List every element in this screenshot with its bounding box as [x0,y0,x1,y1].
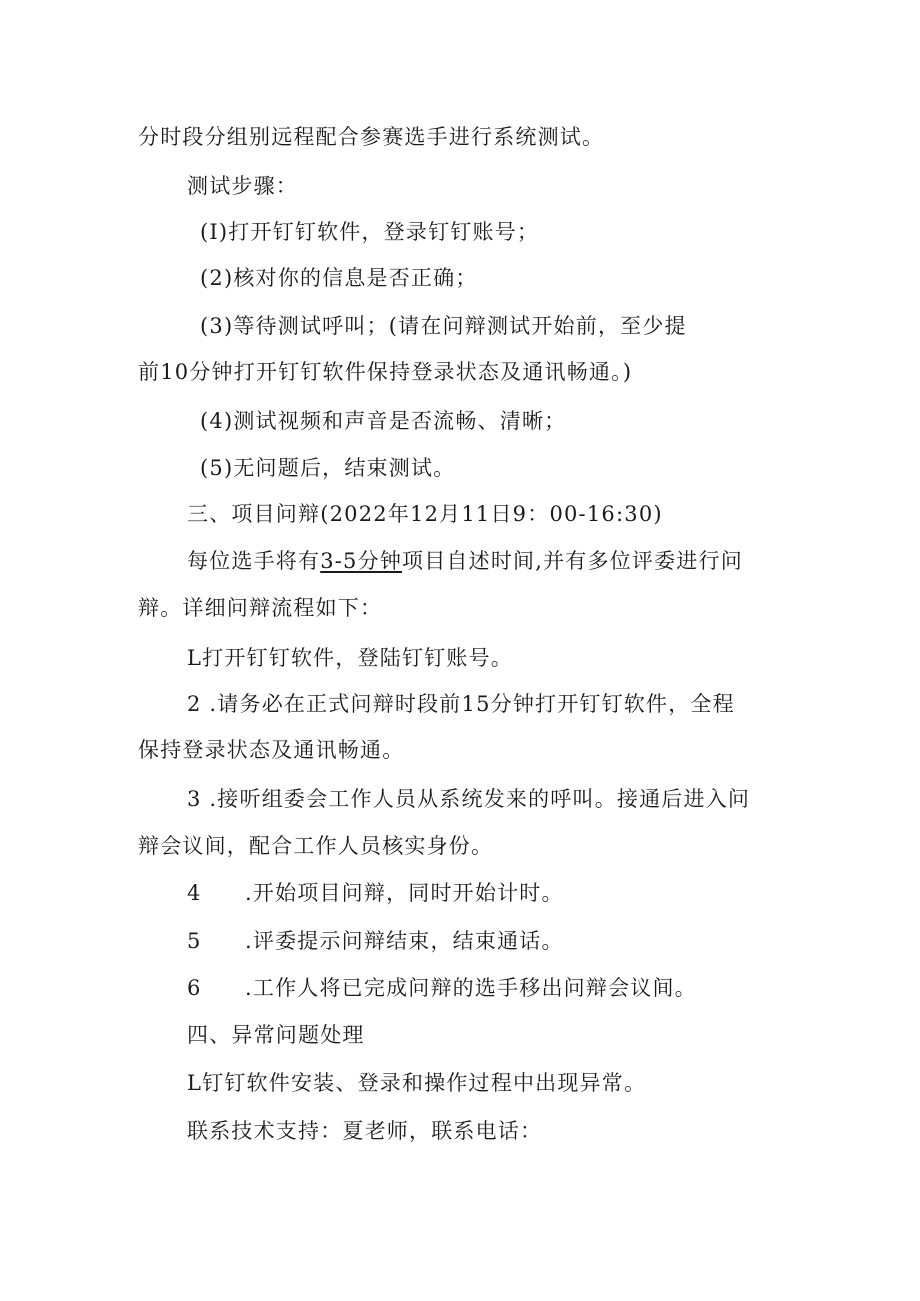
test-step-5: (5)无问题后，结束测试。 [200,456,456,480]
procedure-item-6-text: .工作人将已完成问辩的选手移出问辩会议间。 [245,976,697,1000]
procedure-item-4-text: .开始项目问辩，同时开始计时。 [245,881,564,905]
procedure-item-2: 2 .请务必在正式问辩时段前15分钟打开钉钉软件，全程 [187,692,735,716]
procedure-item-1: L打开钉钉软件，登陆钉钉账号。 [187,646,513,670]
test-steps-heading: 测试步骤： [187,174,298,198]
procedure-item-6 [187,973,697,1003]
section-3-paragraph-start: 每位选手将有 [187,549,321,573]
contact-line: 联系技术支持：夏老师，联系电话： [187,1119,543,1143]
test-step-3: (3)等待测试呼叫；(请在问辩测试开始前，至少提 [200,314,687,338]
test-step-2: (2)核对你的信息是否正确； [200,266,478,290]
procedure-item-3: 3 .接听组委会工作人员从系统发来的呼叫。接通后进入问 [187,787,751,811]
section-4-heading: 四、异常问题处理 [187,1023,365,1047]
procedure-item-5 [187,926,564,956]
duration-underlined: 3-5分钟 [320,549,403,573]
procedure-item-2-continued: 保持登录状态及通讯畅通。 [138,738,405,762]
section-3-heading: 三、项目问辩(2022年12月11日9：00-16:30) [187,502,663,526]
test-step-1: (I)打开钉钉软件，登录钉钉账号； [200,220,540,244]
procedure-item-3-continued: 辩会议间，配合工作人员核实身份。 [138,834,494,858]
section-3-paragraph [187,546,743,576]
test-step-4: (4)测试视频和声音是否流畅、清晰； [200,409,567,433]
section-3-paragraph-end: 项目自述时间,并有多位评委进行问 [402,549,743,573]
test-step-3-continued: 前10分钟打开钉钉软件保持登录状态及通讯畅通。) [138,360,633,384]
section-4-item-1: L钉钉软件安装、登录和操作过程中出现异常。 [187,1071,647,1095]
procedure-item-4-number: 4 [187,881,202,905]
procedure-item-4 [187,878,564,908]
intro-tail-line: 分时段分组别远程配合参赛选手进行系统测试。 [138,125,605,149]
procedure-item-5-number: 5 [187,929,202,953]
section-3-paragraph-continued: 辩。详细问辩流程如下： [138,596,383,620]
procedure-item-6-number: 6 [187,976,202,1000]
procedure-item-5-text: .评委提示问辩结束，结束通话。 [245,929,564,953]
